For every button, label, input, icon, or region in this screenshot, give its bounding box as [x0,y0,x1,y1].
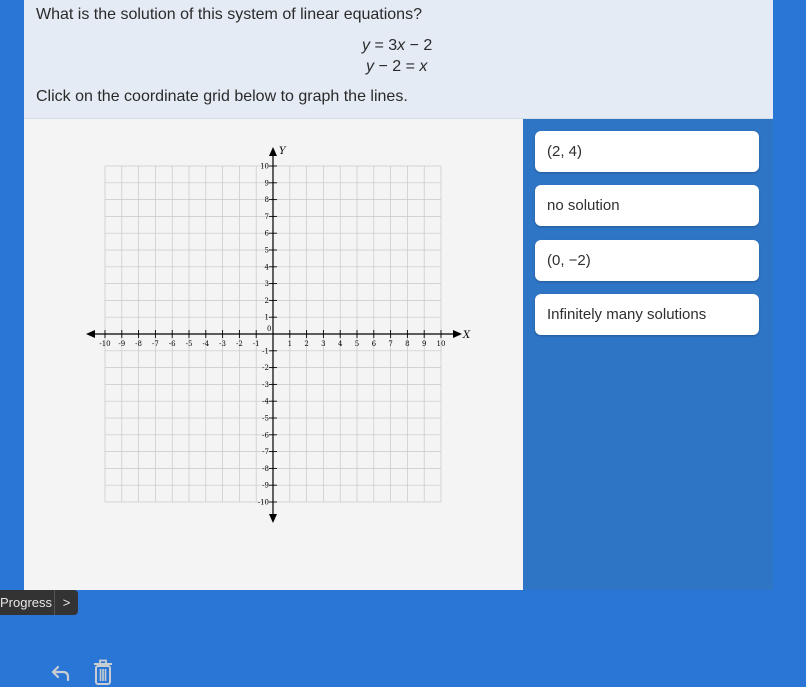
x-tick-label: -6 [168,340,176,348]
equation-1: y = 3x − 2 [362,37,433,54]
y-tick-label: -2 [262,364,269,373]
y-tick-label: 2 [264,296,269,305]
x-tick-label: -5 [185,340,193,348]
undo-icon[interactable] [50,662,72,684]
choice-4-button[interactable]: Infinitely many solutions [535,294,759,335]
choice-2-button[interactable]: no solution [535,185,759,226]
equation-2: y − 2 = x [366,58,428,75]
x-axis-arrow-right [453,330,462,338]
x-tick-label: 8 [405,340,410,348]
x-tick-label: 10 [436,340,446,348]
x-axis-arrow-left [86,330,95,338]
progress-bar [0,590,78,615]
choice-3-button[interactable]: (0, −2) [535,240,759,281]
y-tick-label: -8 [262,464,269,473]
origin-label: 0 [267,325,272,333]
y-axis-label: Y [279,146,286,157]
y-tick-label: 1 [264,313,269,322]
y-tick-label: 3 [264,280,269,289]
y-tick-label: 5 [264,246,269,255]
y-tick-label: -1 [262,347,269,356]
x-tick-label: -4 [202,340,210,348]
y-tick-label: -7 [262,448,269,457]
x-tick-label: -3 [219,340,227,348]
x-tick-label: -9 [118,340,126,348]
y-axis-arrow-down [269,514,277,523]
y-tick-label: -3 [262,380,269,389]
question-prompt: What is the solution of this system of linear equations? [36,6,422,23]
x-tick-label: -8 [135,340,143,348]
y-tick-label: 7 [264,212,269,221]
next-button[interactable]: > [62,595,71,610]
question-panel [24,0,773,119]
x-tick-label: -2 [235,340,243,348]
question-instruction: Click on the coordinate grid below to graph the lines. [36,88,408,105]
y-tick-label: -6 [262,431,269,440]
progress-label: Progress [0,595,53,610]
coordinate-grid[interactable] [24,119,523,590]
x-tick-label: 7 [388,340,393,348]
y-tick-label: -9 [262,481,269,490]
x-tick-label: 5 [354,340,360,348]
graph-area [24,119,523,590]
y-tick-label: 4 [264,263,269,272]
y-tick-label: -5 [262,414,269,423]
x-tick-label: 6 [371,340,377,348]
x-tick-label: 4 [337,340,343,348]
x-tick-label: 1 [287,340,293,348]
y-tick-label: 9 [264,179,269,188]
x-tick-label: 3 [321,340,326,348]
y-tick-label: 10 [260,162,269,171]
x-tick-label: 9 [421,340,427,348]
y-axis-arrow-up [269,147,277,156]
x-tick-label: -10 [99,340,111,348]
answer-choices-panel [523,119,773,590]
choice-1-button[interactable]: (2, 4) [535,131,759,172]
y-tick-label: 8 [264,196,269,205]
x-tick-label: -7 [151,340,159,348]
x-tick-label: -1 [252,340,260,348]
y-tick-label: -4 [262,397,269,406]
x-axis-label: X [463,330,471,341]
y-tick-label: -10 [257,498,269,507]
trash-icon[interactable] [92,659,114,687]
y-tick-label: 6 [264,229,269,238]
x-tick-label: 2 [304,340,309,348]
